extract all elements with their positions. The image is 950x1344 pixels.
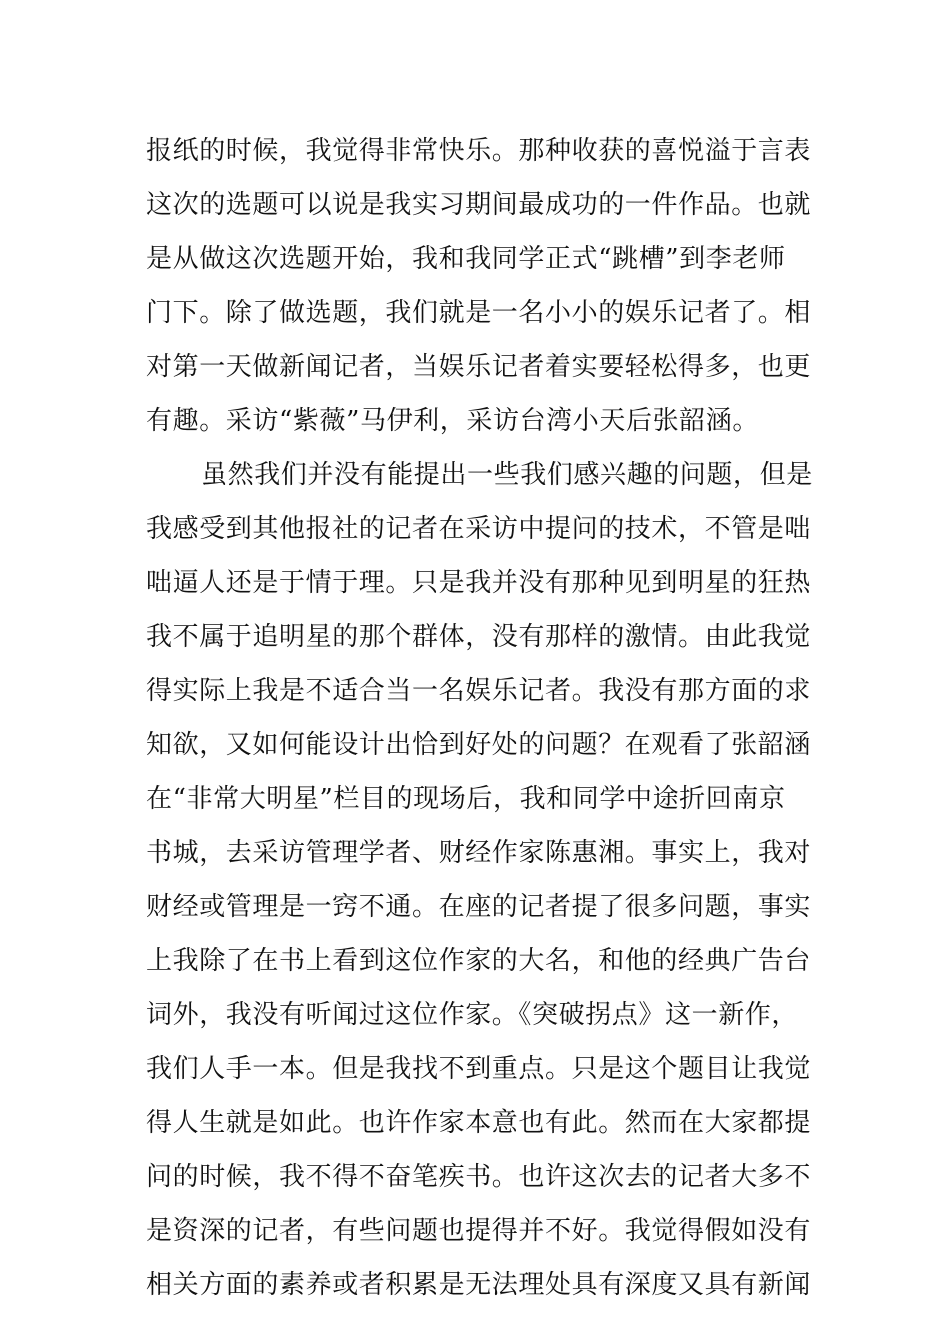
text-line: 在“非常大明星”栏目的现场后，我和同学中途折回南京 <box>146 784 786 814</box>
text-line: 相关方面的素养或者积累是无法理处具有深度又具有新闻 <box>146 1270 812 1300</box>
text-line: 是从做这次选题开始，我和我同学正式“跳槽”到李老师 <box>146 244 786 274</box>
text-line: 咄逼人还是于情于理。只是我并没有那种见到明星的狂热 <box>146 568 812 598</box>
text-line: 我不属于追明星的那个群体，没有那样的激情。由此我觉 <box>146 622 812 652</box>
text-line: 门下。除了做选题，我们就是一名小小的娱乐记者了。相 <box>146 298 812 328</box>
text-line: 词外，我没有听闻过这位作家。《突破拐点》这一新作， <box>146 1000 799 1030</box>
text-line: 对第一天做新闻记者，当娱乐记者着实要轻松得多，也更 <box>146 352 812 382</box>
body-text <box>146 124 816 1312</box>
text-line: 财经或管理是一窍不通。在座的记者提了很多问题，事实 <box>146 892 812 922</box>
text-line: 报纸的时候，我觉得非常快乐。那种收获的喜悦溢于言表 <box>146 136 812 166</box>
text-line: 上我除了在书上看到这位作家的大名，和他的经典广告台 <box>146 946 812 976</box>
text-line: 书城，去采访管理学者、财经作家陈惠湘。事实上，我对 <box>146 838 812 868</box>
text-line: 有趣。采访“紫薇”马伊利，采访台湾小天后张韶涵。 <box>146 406 759 436</box>
text-line: 得实际上我是不适合当一名娱乐记者。我没有那方面的求 <box>146 676 812 706</box>
text-line: 我感受到其他报社的记者在采访中提问的技术，不管是咄 <box>146 514 812 544</box>
text-line: 问的时候，我不得不奋笔疾书。也许这次去的记者大多不 <box>146 1162 812 1192</box>
text-line: 得人生就是如此。也许作家本意也有此。然而在大家都提 <box>146 1108 812 1138</box>
paragraph-first-line: 虽然我们并没有能提出一些我们感兴趣的问题，但是 <box>201 460 813 490</box>
text-line: 这次的选题可以说是我实习期间最成功的一件作品。也就 <box>146 190 812 220</box>
text-line: 我们人手一本。但是我找不到重点。只是这个题目让我觉 <box>146 1054 812 1084</box>
text-line: 是资深的记者，有些问题也提得并不好。我觉得假如没有 <box>146 1216 812 1246</box>
text-line: 知欲，又如何能设计出恰到好处的问题？在观看了张韶涵 <box>146 730 812 760</box>
